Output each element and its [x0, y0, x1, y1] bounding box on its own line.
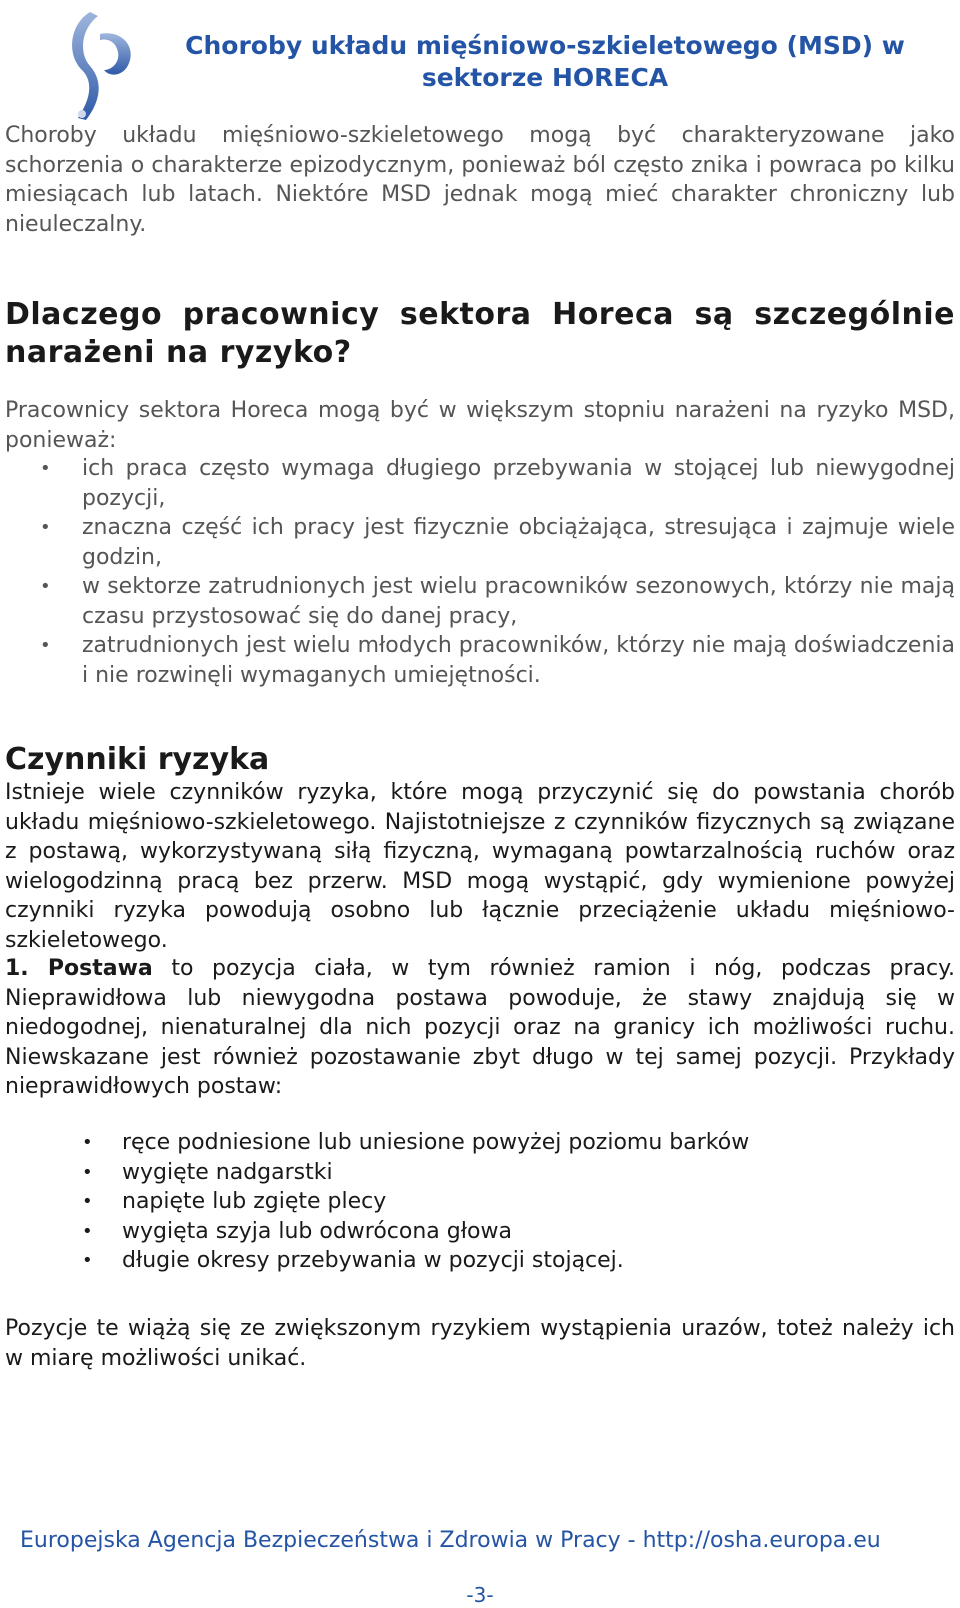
agency-logo-icon: [60, 4, 144, 124]
risk-reasons-list: [0, 454, 955, 690]
bullet-icon: •: [40, 576, 51, 597]
bullet-icon: •: [40, 458, 51, 479]
posture-paragraph: [5, 954, 955, 1102]
bullet-icon: •: [82, 1191, 93, 1212]
list-item: • w sektorze zatrudnionych jest wielu pracowników sezonowych, którzy nie mają czasu przystosować się do danej pracy,: [40, 574, 955, 629]
bullet-icon: •: [82, 1161, 93, 1183]
closing-paragraph: Pozycje te wiążą się ze zwiększonym ryzykiem wystąpienia urazów, toteż należy ich w miarę możliwości unikać.: [5, 1316, 955, 1371]
list-item: • ich praca często wymaga długiego przebywania w stojącej lub niewygodnej pozycji,: [40, 456, 955, 511]
page-number: -3-: [466, 1583, 494, 1607]
bullet-icon: •: [82, 1250, 93, 1271]
document-title: Choroby układu mięśniowo-szkieletowego (MSD) w sektorze HORECA: [185, 31, 905, 92]
list-item: • znaczna część ich pracy jest fizycznie obciążająca, stresująca i zajmuje wiele godzin,: [40, 515, 955, 570]
bullet-icon: •: [40, 517, 51, 538]
bullet-icon: •: [82, 1132, 93, 1153]
posture-text: to pozycja ciała, w tym również ramion i nóg, podczas pracy. Nieprawidłowa lub niewygodna postawa powoduje, że stawy znajdują się w niedogodnej, nienaturalnej dla nich pozycji oraz na granicy ich możliwości ruchu. Niewskazane jest również pozostawanie zbyt długo w tej samej pozycji. Przykłady nieprawidłowych postaw:: [5, 956, 955, 1099]
posture-examples-list: [0, 1128, 955, 1276]
list-item: • długie okresy przebywania w pozycji stojącej.: [0, 1246, 955, 1276]
list-item: • zatrudnionych jest wielu młodych pracowników, którzy nie mają doświadczenia i nie rozwinęli wymaganych umiejętności.: [40, 633, 955, 688]
section-heading-factors: Czynniki ryzyka: [5, 742, 270, 777]
list-item: • wygięta szyja lub odwrócona głowa: [0, 1217, 955, 1247]
section-lead: Pracownicy sektora Horeca mogą być w większym stopniu narażeni na ryzyko MSD, ponieważ:: [5, 398, 955, 453]
bullet-icon: •: [82, 1220, 93, 1242]
factors-paragraph: Istnieje wiele czynników ryzyka, które mogą przyczynić się do powstania chorób układu mięśniowo-szkieletowego. Najistotniejsze z czynników fizycznych są związane z postawą, wykorzystywaną siłą fizyczną, wymaganą powtarzalnością ruchów oraz wielogodzinną pracą bez przerw. MSD mogą wystąpić, gdy wymienione powyżej czynniki ryzyka powodują osobno lub łącznie przeciążenie układu mięśniowo-szkieletowego.: [5, 780, 955, 953]
intro-paragraph: Choroby układu mięśniowo-szkieletowego mogą być charakteryzowane jako schorzenia o charakterze epizodycznym, ponieważ ból często znika i powraca po kilku miesiącach lub latach. Niektóre MSD jednak mogą mieć charakter chroniczny lub nieuleczalny.: [5, 123, 955, 237]
list-item: • ręce podniesione lub uniesione powyżej poziomu barków: [0, 1128, 955, 1158]
footer-text: Europejska Agencja Bezpieczeństwa i Zdrowia w Pracy - http://osha.europa.eu: [20, 1528, 881, 1553]
bullet-icon: •: [40, 635, 51, 656]
section-heading-risk: Dlaczego pracownicy sektora Horeca są szczególnie narażeni na ryzyko?: [5, 297, 955, 370]
list-item: • wygięte nadgarstki: [0, 1158, 955, 1188]
list-item: • napięte lub zgięte plecy: [0, 1187, 955, 1217]
posture-label: 1. Postawa: [5, 956, 153, 981]
